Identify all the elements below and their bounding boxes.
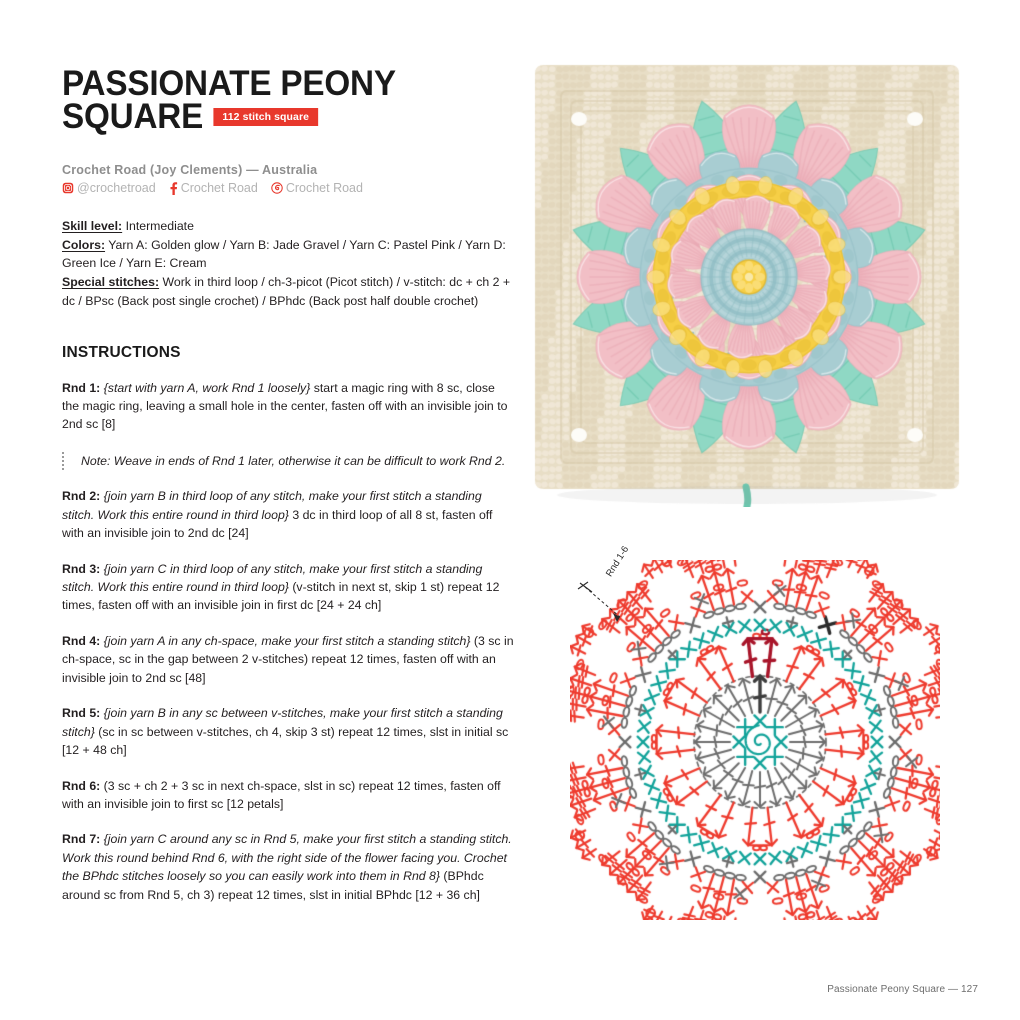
pattern-content-column (62, 64, 514, 904)
round-1-label: Rnd 1: (62, 380, 101, 395)
pattern-photo (517, 47, 977, 507)
stitch-diagram (570, 544, 940, 920)
note-block: Note: Weave in ends of Rnd 1 later, otherwise it can be difficult to work Rnd 2. (62, 452, 514, 470)
round-4-italic: {join yarn A in any ch-space, make your first stitch a standing stitch} (100, 633, 471, 648)
round-2-italic: {join yarn B in third loop of any stitch, make your first stitch a standing stitch. Work this entire round in third loop} (62, 489, 482, 522)
round-1 (62, 379, 514, 434)
round-6-text: (3 sc + ch 2 + 3 sc in next ch-space, slst in sc) repeat 12 times, fasten off with an invisible join to first sc [12 petals] (62, 778, 501, 811)
skill-level-label: Skill level: (62, 219, 123, 234)
pattern-photo-canvas (517, 47, 977, 507)
skill-level-value: Intermediate (122, 219, 194, 234)
rnd-range-text: Rnd 1-6 (604, 544, 632, 579)
social-link-facebook[interactable] (169, 181, 258, 195)
instagram-handle: @crochetroad (77, 181, 156, 196)
round-5-text: (sc in sc between v-stitches, ch 4, skip 3 st) repeat 12 times, slst in initial sc [12 + 48 ch] (62, 724, 509, 758)
facebook-handle: Crochet Road (180, 181, 258, 196)
designer-block (62, 163, 514, 195)
title-line-2: SQUARE (62, 96, 204, 136)
round-7 (62, 830, 514, 904)
round-7-italic: {join yarn C around any sc in Rnd 5, make your first stitch a standing stitch. Work this round behind Rnd 6, with the right side of the flower facing you. Crochet the BPhdc stitches loosely so you can easily work into them in Rnd 8} (62, 832, 512, 884)
social-link-instagram[interactable] (62, 181, 156, 195)
round-1-italic: {start with yarn A, work Rnd 1 loosely} (100, 380, 311, 395)
facebook-icon (169, 182, 178, 195)
round-6 (62, 777, 514, 814)
special-stitches-value: Work in third loop / ch-3-picot (Picot stitch) / v-stitch: dc + ch 2 + dc / BPsc (Back post single crochet) / BPhdc (Back post half double crochet) (62, 275, 511, 308)
special-stitches-label: Special stitches: (62, 275, 160, 290)
title-line-1: PASSIONATE PEONY (62, 64, 396, 103)
colors-value: Yarn A: Golden glow / Yarn B: Jade Gravel / Yarn C: Pastel Pink / Yarn D: Green Ice / Yarn E: Cream (62, 237, 506, 271)
round-5 (62, 704, 514, 759)
round-3 (62, 560, 514, 615)
colors-row (62, 236, 514, 273)
ravelry-icon (271, 182, 283, 194)
round-4 (62, 632, 514, 687)
social-links-row (62, 181, 514, 195)
stitch-count-badge: 112 stitch square (213, 108, 318, 127)
round-2-text: 3 dc in third loop of all 8 st, fasten off with an invisible join to 2nd dc [24] (62, 507, 493, 541)
designer-name: Crochet Road (Joy Clements) — Australia (62, 163, 318, 178)
instructions-heading: INSTRUCTIONS (62, 343, 181, 361)
round-2-label: Rnd 2: (62, 489, 101, 504)
round-4-label: Rnd 4: (62, 633, 101, 648)
colors-label: Colors: (62, 237, 106, 252)
round-6-label: Rnd 6: (62, 778, 101, 793)
social-link-ravelry[interactable] (271, 181, 363, 195)
round-1-text: start a magic ring with 8 sc, close the magic ring, leaving a small hole in the center, fasten off with an invisible join to 2nd sc [8] (62, 380, 508, 432)
skill-level-row (62, 217, 514, 236)
round-3-text: (v-stitch in next st, skip 1 st) repeat 12 times, fasten off with an invisible join in first dc [24 + 24 ch] (62, 580, 500, 613)
special-stitches-row (62, 273, 514, 310)
round-4-text: (3 sc in ch-space, sc in the gap between 2 v-stitches) repeat 12 times, fasten off with an invisible join to 2nd sc [48] (62, 633, 514, 685)
round-7-text: (BPhdc around sc from Rnd 5, ch 3) repeat 12 times, slst in initial BPhdc [12 + 36 ch] (62, 869, 484, 902)
round-2 (62, 487, 514, 542)
page-title (62, 64, 491, 136)
round-5-label: Rnd 5: (62, 706, 101, 721)
instagram-icon (62, 182, 74, 194)
stitch-diagram-canvas (570, 560, 940, 920)
round-3-label: Rnd 3: (62, 561, 101, 576)
pattern-meta-block (62, 217, 514, 310)
round-7-label: Rnd 7: (62, 832, 101, 847)
page-footer: Passionate Peony Square — 127 (827, 984, 978, 995)
round-3-italic: {join yarn C in third loop of any stitch, make your first stitch a standing stitch. Work this entire round in third loop} (62, 561, 483, 595)
ravelry-handle: Crochet Road (285, 181, 363, 196)
round-5-italic: {join yarn B in any sc between v-stitches, make your first stitch a standing stitch} (62, 706, 503, 739)
